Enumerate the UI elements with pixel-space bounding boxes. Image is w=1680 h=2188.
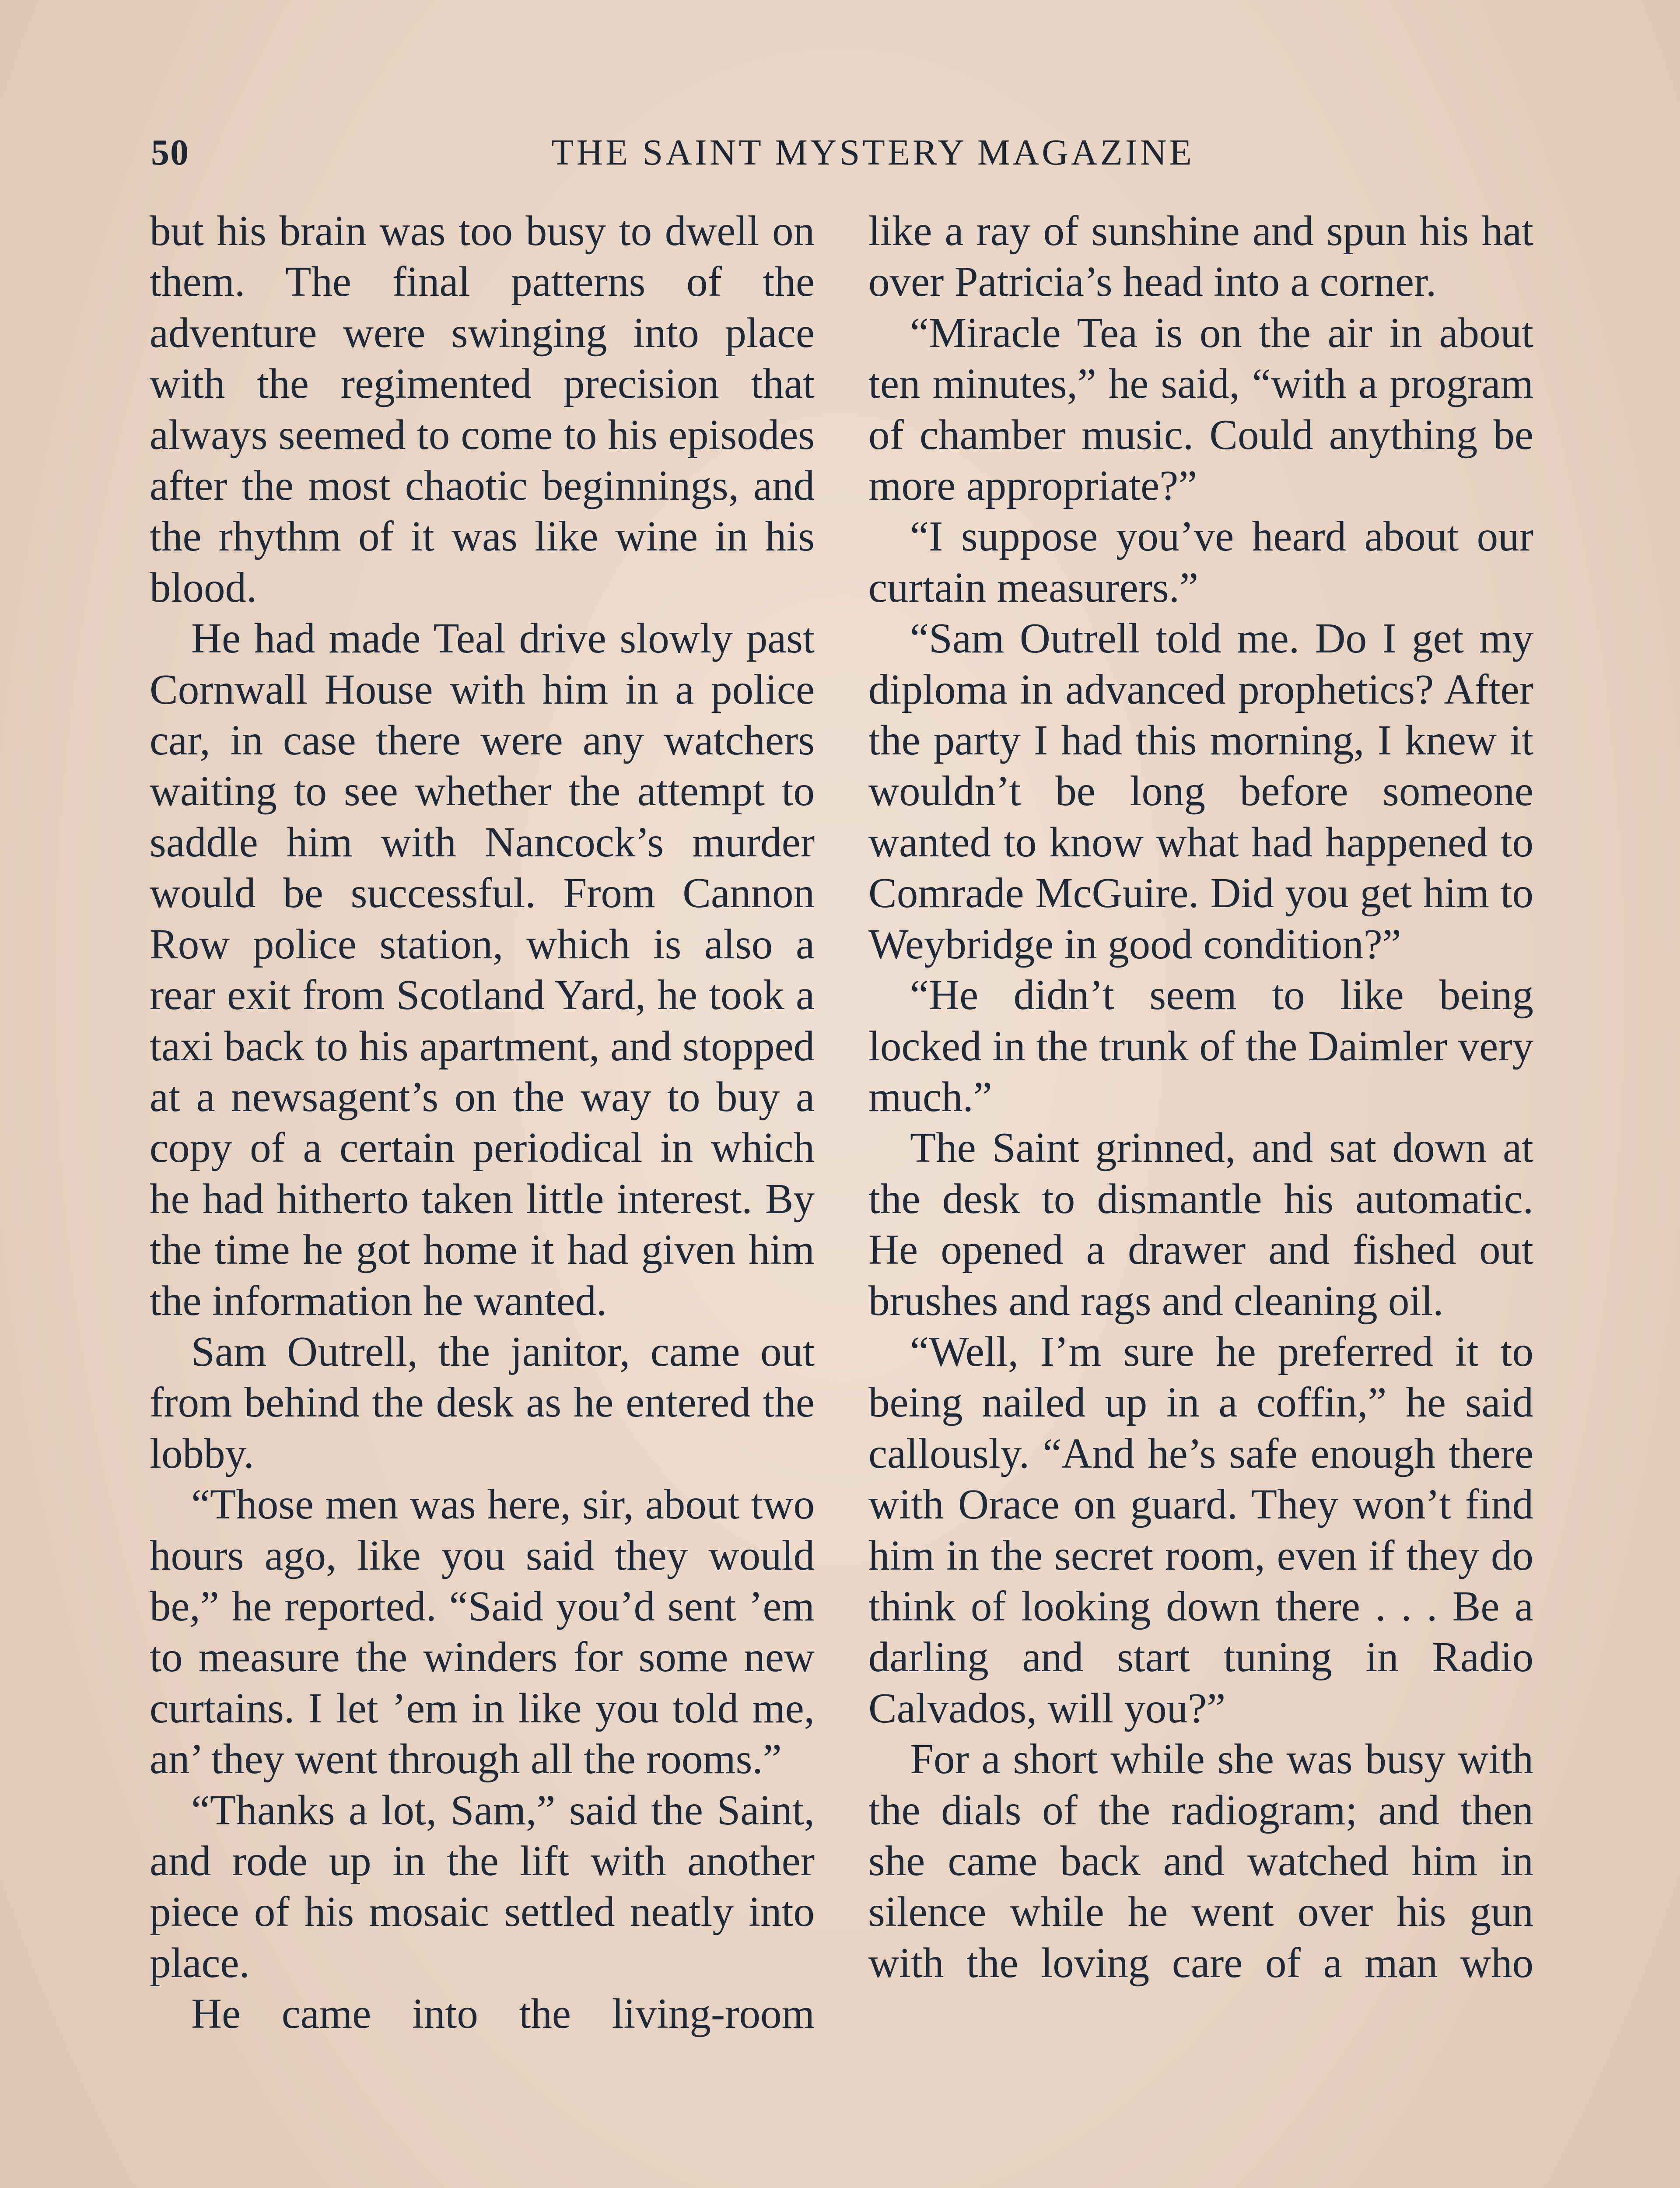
page-header <box>151 131 1533 179</box>
paragraph: “Thanks a lot, Sam,” said the Saint, and rode up in the lift with another piece of his mosaic settled neatly into place. <box>150 1786 815 1986</box>
paragraph: “Well, I’m sure he preferred it to being nailed up in a coffin,” he said callously. “And he’s safe enough there with Orace on guard. They won’t find him in the secret room, even if they do think of looking down there . . . Be a darling and start tuning in Radio Calvados, will you?” <box>868 1328 1533 1732</box>
paragraph: Sam Outrell, the janitor, came out from behind the desk as he entered the lobby. <box>150 1328 815 1477</box>
paragraph: For a short while she was busy with the dials of the radiogram; and then she came back and watched him in silence while he went over his gun with the loving care of a man who <box>868 1736 1533 1986</box>
paragraph: The Saint grinned, and sat down at the desk to dismantle his automatic. He opened a drawer and fished out brushes and rags and cleaning oil. <box>868 1124 1533 1324</box>
paragraph: “Sam Outrell told me. Do I get my diploma in advanced prophetics? After the party I had this morning, I knew it wouldn’t be long before someone wanted to know what had happened to Comrade McGuire. Did you get him to Weybridge in good condition?” <box>868 615 1533 968</box>
paragraph: He came into the living-room <box>191 1990 815 2037</box>
left-column <box>150 206 815 2040</box>
paragraph: “I suppose you’ve heard about our curtain measurers.” <box>868 513 1533 611</box>
running-head: THE SAINT MYSTERY MAGAZINE <box>551 132 1194 173</box>
right-column <box>868 206 1533 1988</box>
paragraph: “Miracle Tea is on the air in about ten minutes,” he said, “with a program of chamber music. Could anything be more appropriate?” <box>868 309 1533 509</box>
paragraph: “He didn’t seem to like being locked in the trunk of the Daimler very much.” <box>868 971 1533 1120</box>
paragraph: like a ray of sunshine and spun his hat over Patricia’s head into a corner. <box>868 207 1533 305</box>
paragraph: He had made Teal drive slowly past Cornwall House with him in a police car, in case there were any watchers waiting to see whether the attempt to saddle him with Nancock’s murder would be successful. From Cannon Row police station, which is also a rear exit from Scotland Yard, he took a taxi back to his apartment, and stopped at a newsagent’s on the way to buy a copy of a certain periodical in which he had hitherto taken little interest. By the time he got home it had given him the information he wanted. <box>150 615 815 1324</box>
paragraph: but his brain was too busy to dwell on them. The final patterns of the adventure were swinging into place with the regimented precision that always seemed to come to his episodes after the most chaotic beginnings, and the rhythm of it was like wine in his blood. <box>150 207 815 611</box>
page-number: 50 <box>151 132 189 173</box>
paragraph: “Those men was here, sir, about two hours ago, like you said they would be,” he reported. “Said you’d sent ’em to measure the winders for some new curtains. I let ’em in like you told me, an’ they went through all the rooms.” <box>150 1481 815 1783</box>
